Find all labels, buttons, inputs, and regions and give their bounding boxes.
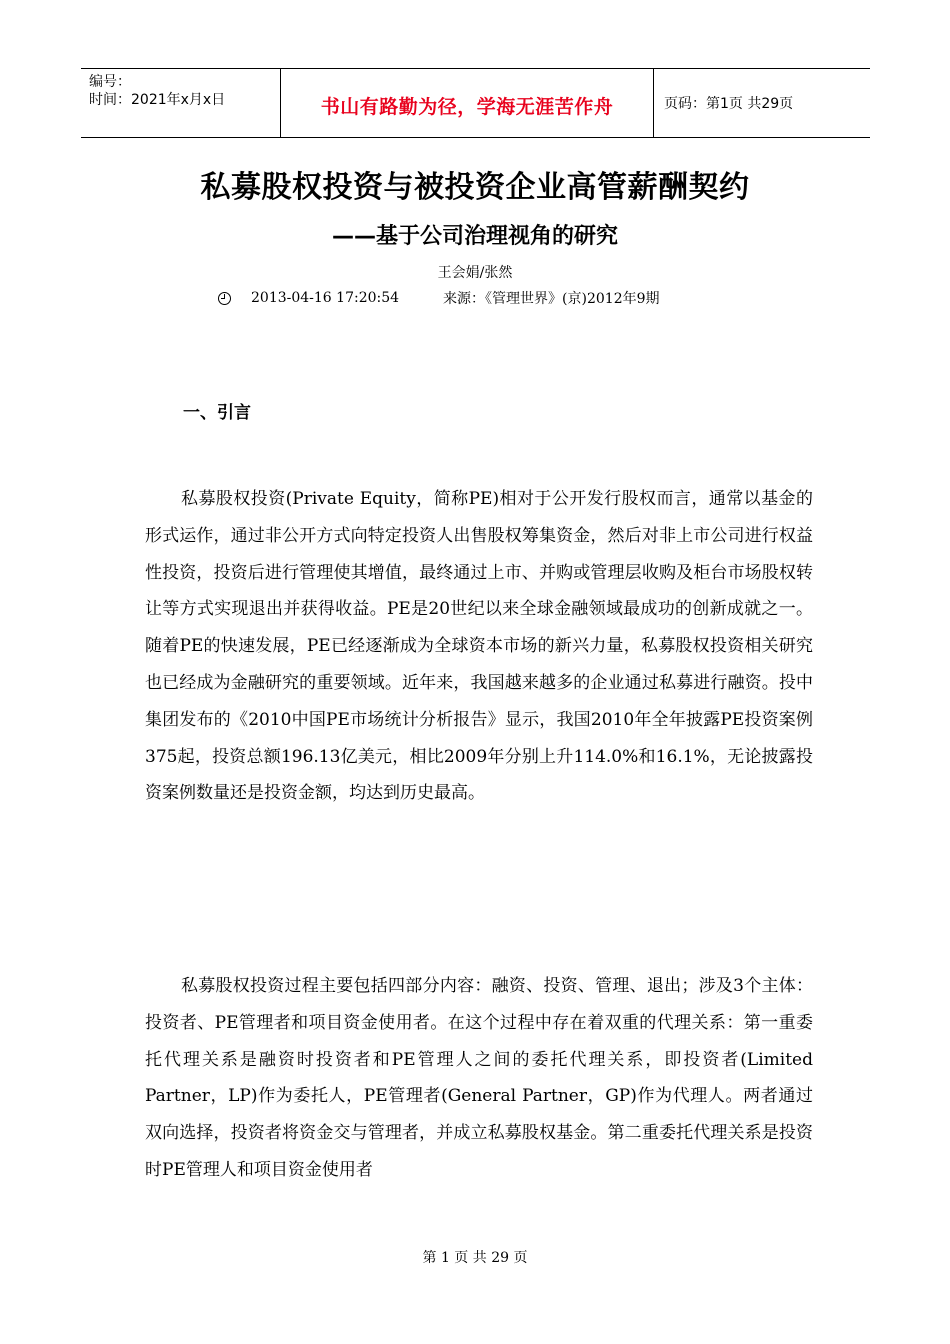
article-source: 来源：《管理世界》(京)2012年9期 <box>443 291 660 307</box>
article-authors: 王会娟/张然 <box>437 265 513 281</box>
page-footer: 第 1 页 共 29 页 <box>422 1250 528 1266</box>
motto-text: 书山有路勤为径，学海无涯苦作舟 <box>320 95 614 118</box>
article-datetime: 2013-04-16 17:20:54 <box>251 290 400 306</box>
header-motto-cell <box>281 69 654 137</box>
page-info: 页码：第1页 共29页 <box>664 96 794 112</box>
body-paragraph: 私募股权投资(Private Equity，简称PE)相对于公开发行股权而言，通常以基金的形式运作，通过非公开方式向特定投资人出售股权筹集资金，然后对非上市公司进行权益性投资，投资后进行管理使其增值，最终通过上市、并购或管理层收购及柜台市场股权转让等方式实现退出并获得收益。PE是20世纪以来全球金融领域最成功的创新成就之一。随着PE的快速发展，PE已经逐渐成为全球资本市场的新兴力量，私募股权投资相关研究也已经成为金融研究的重要领域。近年来，我国越来越多的企业通过私募进行融资。投中集团发布的《2010中国PE市场统计分析报告》显示，我国2010年全年披露PE投资案例375起，投资总额196.13亿美元，相比2009年分别上升114.0%和16.1%，无论披露投资案例数量还是投资金额，均达到历史最高。 <box>145 489 813 804</box>
section-heading: 一、引言 <box>183 403 251 423</box>
header-page-cell <box>654 69 870 137</box>
article-subtitle: ——基于公司治理视角的研究 <box>331 224 618 249</box>
clock-icon <box>218 292 231 305</box>
article-meta <box>218 288 660 308</box>
date-label: 时间：2021年x月x日 <box>89 92 226 108</box>
number-label: 编号： <box>89 74 131 90</box>
header-meta-cell <box>81 69 281 137</box>
body-paragraph: 私募股权投资过程主要包括四部分内容：融资、投资、管理、退出；涉及3个主体：投资者、PE管理者和项目资金使用者。在这个过程中存在着双重的代理关系：第一重委托代理关系是融资时投资者和PE管理人之间的委托代理关系，即投资者(Limited Partner，LP)作为委托人，PE管理者(General Partner，GP)作为代理人。两者通过双向选择，投资者将资金交与管理者，并成立私募股权基金。第二重委托代理关系是投资时PE管理人和项目资金使用者 <box>145 976 813 1180</box>
article-title: 私募股权投资与被投资企业高管薪酬契约 <box>200 170 750 205</box>
document-header <box>81 68 870 138</box>
